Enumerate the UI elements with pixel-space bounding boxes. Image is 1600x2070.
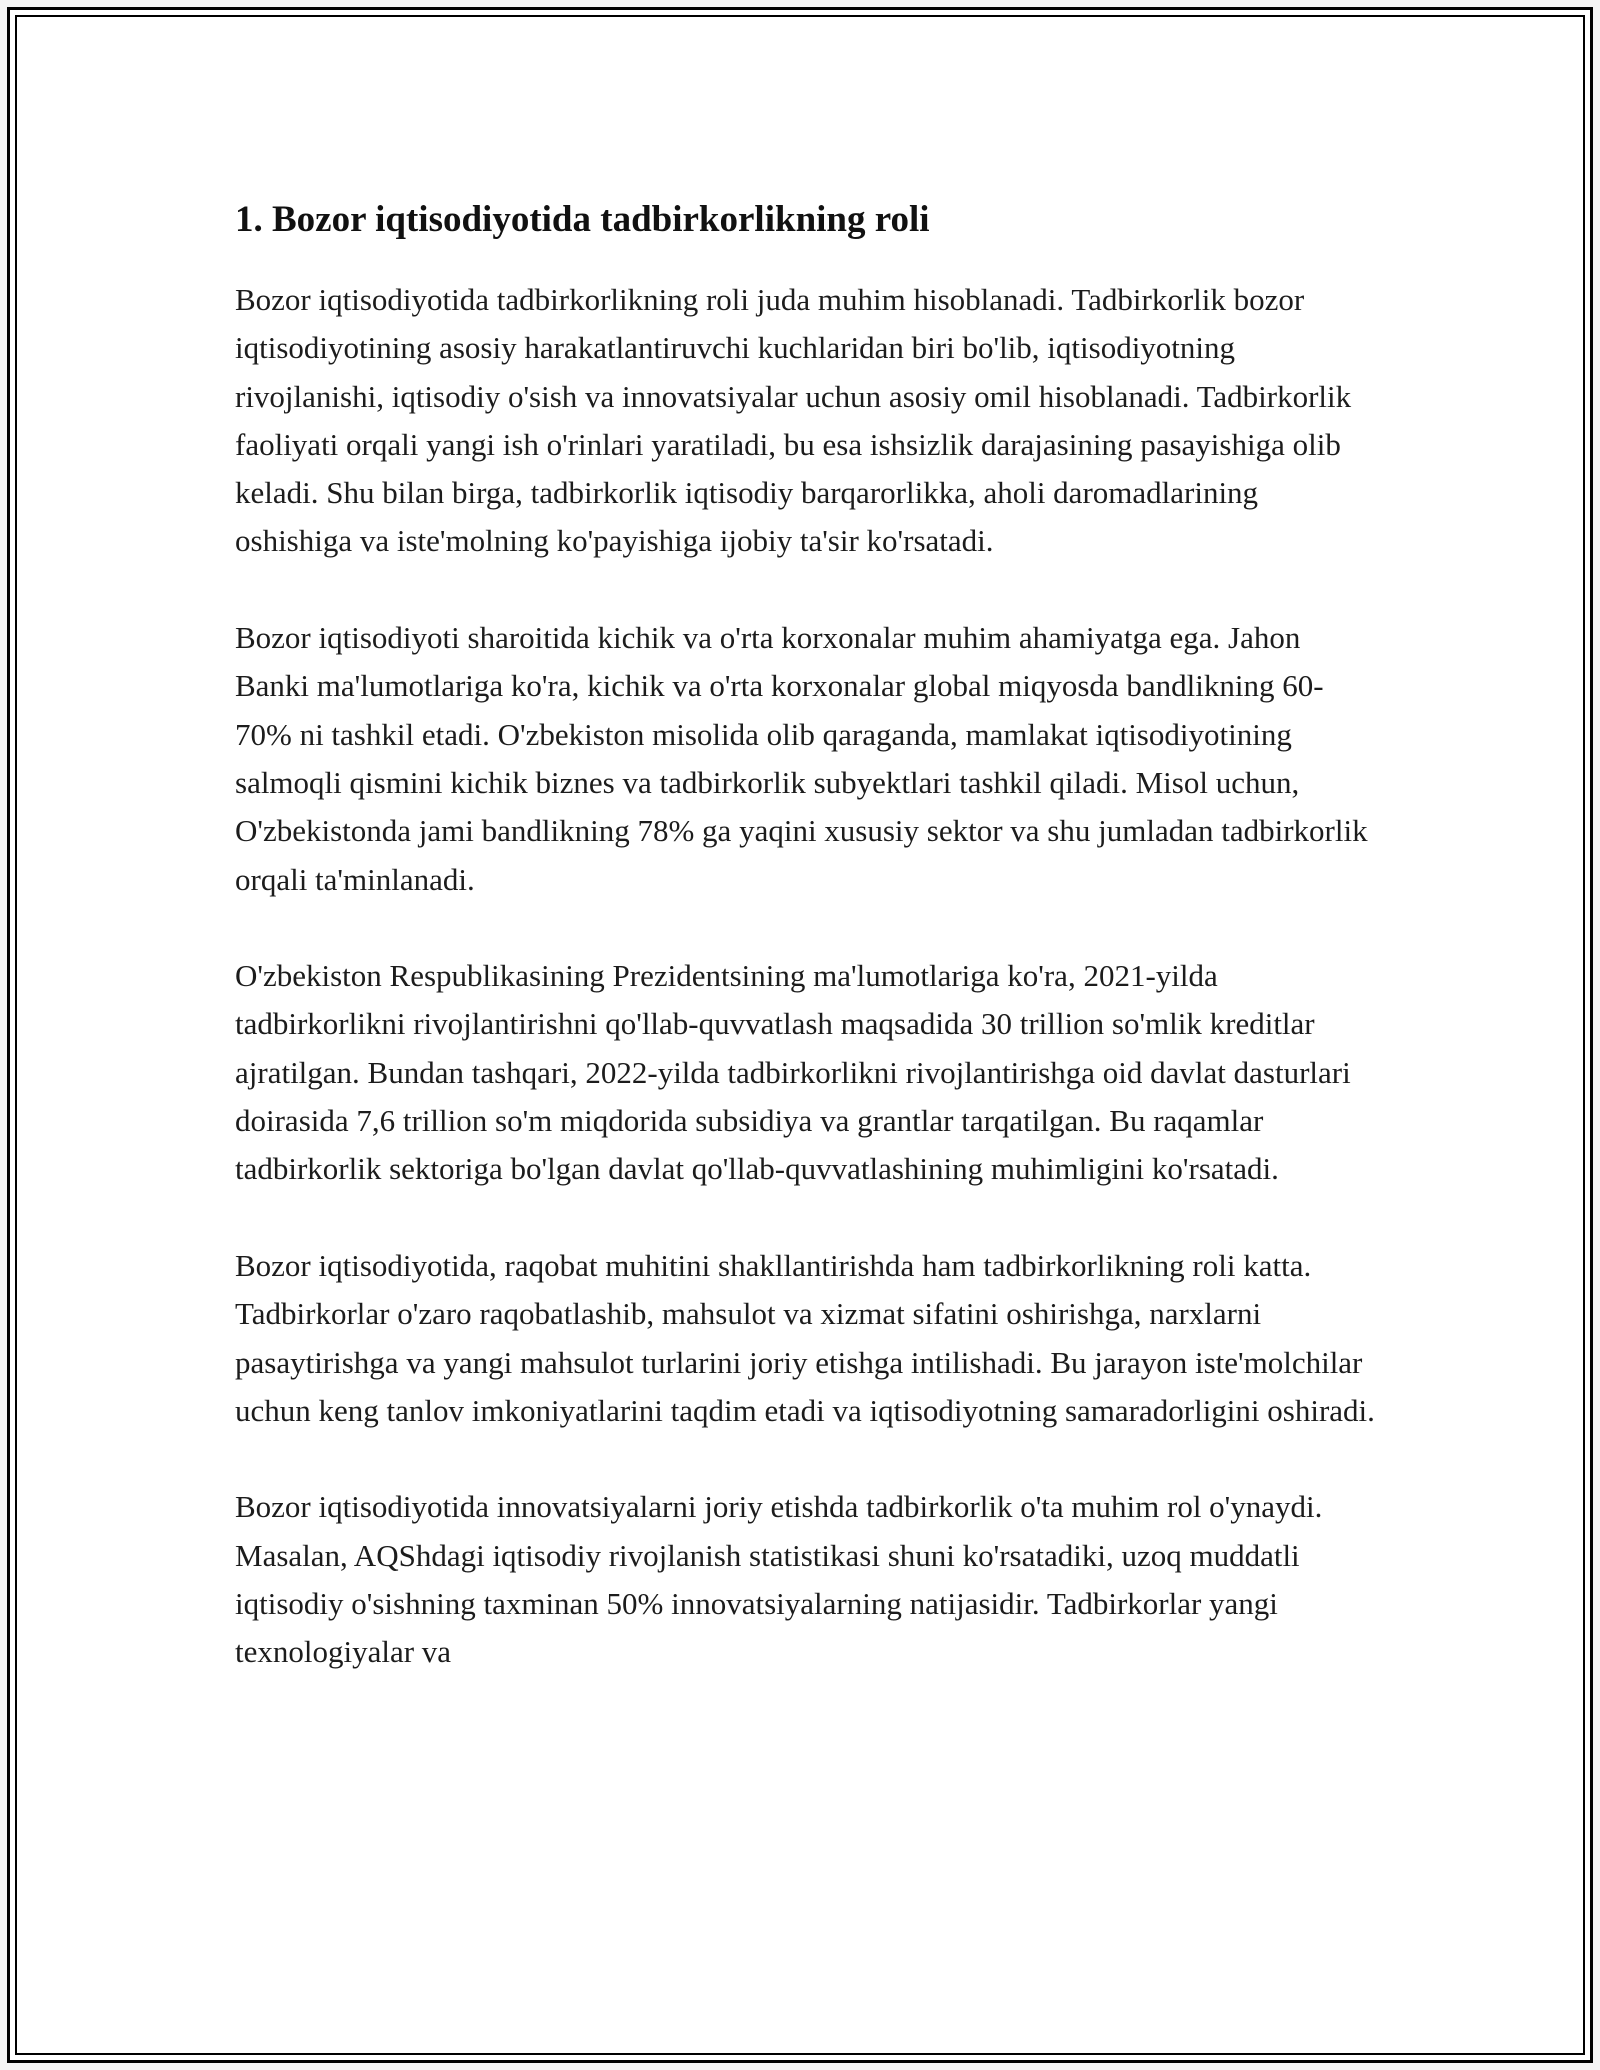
page-frame <box>7 7 1593 2063</box>
section-heading: 1. Bozor iqtisodiyotida tadbirkorlikning roli <box>235 199 930 240</box>
document-body <box>235 196 1375 1677</box>
paragraph-5: Bozor iqtisodiyotida innovatsiyalarni joriy etishda tadbirkorlik o'ta muhim rol o'ynaydi. Masalan, AQShdagi iqtisodiy rivojlanish statistikasi shuni ko'rsatadiki, uzoq muddatli iqtisodiy o'sishning taxminan 50% innovatsiyalarning natijasidir. Tadbirkorlar yangi texnologiyalar va <box>235 1489 1323 1670</box>
paragraph-3: O'zbekiston Respublikasining Prezidentsining ma'lumotlariga ko'ra, 2021-yilda tadbirkorlikni rivojlantirishni qo'llab-quvvatlash maqsadida 30 trillion so'mlik kreditlar ajratilgan. Bundan tashqari, 2022-yilda tadbirkorlikni rivojlantirishga oid davlat dasturlari doirasida 7,6 trillion so'm miqdorida subsidiya va grantlar tarqatilgan. Bu raqamlar tadbirkorlik sektoriga bo'lgan davlat qo'llab-quvvatlashining muhimligini ko'rsatadi. <box>235 958 1351 1187</box>
paragraph-4: Bozor iqtisodiyotida, raqobat muhitini shakllantirishda ham tadbirkorlikning roli katta. Tadbirkorlar o'zaro raqobatlashib, mahsulot va xizmat sifatini oshirishga, narxlarni pasaytirishga va yangi mahsulot turlarini joriy etishga intilishadi. Bu jarayon iste'molchilar uchun keng tanlov imkoniyatlarini taqdim etadi va iqtisodiyotning samaradorligini oshiradi. <box>235 1247 1375 1428</box>
paragraph-1: Bozor iqtisodiyotida tadbirkorlikning roli juda muhim hisoblanadi. Tadbirkorlik bozor iqtisodiyotining asosiy harakatlantiruvchi kuchlaridan biri bo'lib, iqtisodiyotning rivojlanishi, iqtisodiy o'sish va innovatsiyalar uchun asosiy omil hisoblanadi. Tadbirkorlik faoliyati orqali yangi ish o'rinlari yaratiladi, bu esa ishsizlik darajasining pasayishiga olib keladi. Shu bilan birga, tadbirkorlik iqtisodiy barqarorlikka, aholi daromadlarining oshishiga va iste'molning ko'payishiga ijobiy ta'sir ko'rsatadi. <box>235 282 1352 559</box>
paragraph-2: Bozor iqtisodiyoti sharoitida kichik va o'rta korxonalar muhim ahamiyatga ega. Jahon Banki ma'lumotlariga ko'ra, kichik va o'rta korxonalar global miqyosda bandlikning 60-70% ni tashkil etadi. O'zbekiston misolida olib qaraganda, mamlakat iqtisodiyotining salmoqli qismini kichik biznes va tadbirkorlik subyektlari tashkil qiladi. Misol uchun, O'zbekistonda jami bandlikning 78% ga yaqini xususiy sektor va shu jumladan tadbirkorlik orqali ta'minlanadi. <box>235 620 1368 897</box>
